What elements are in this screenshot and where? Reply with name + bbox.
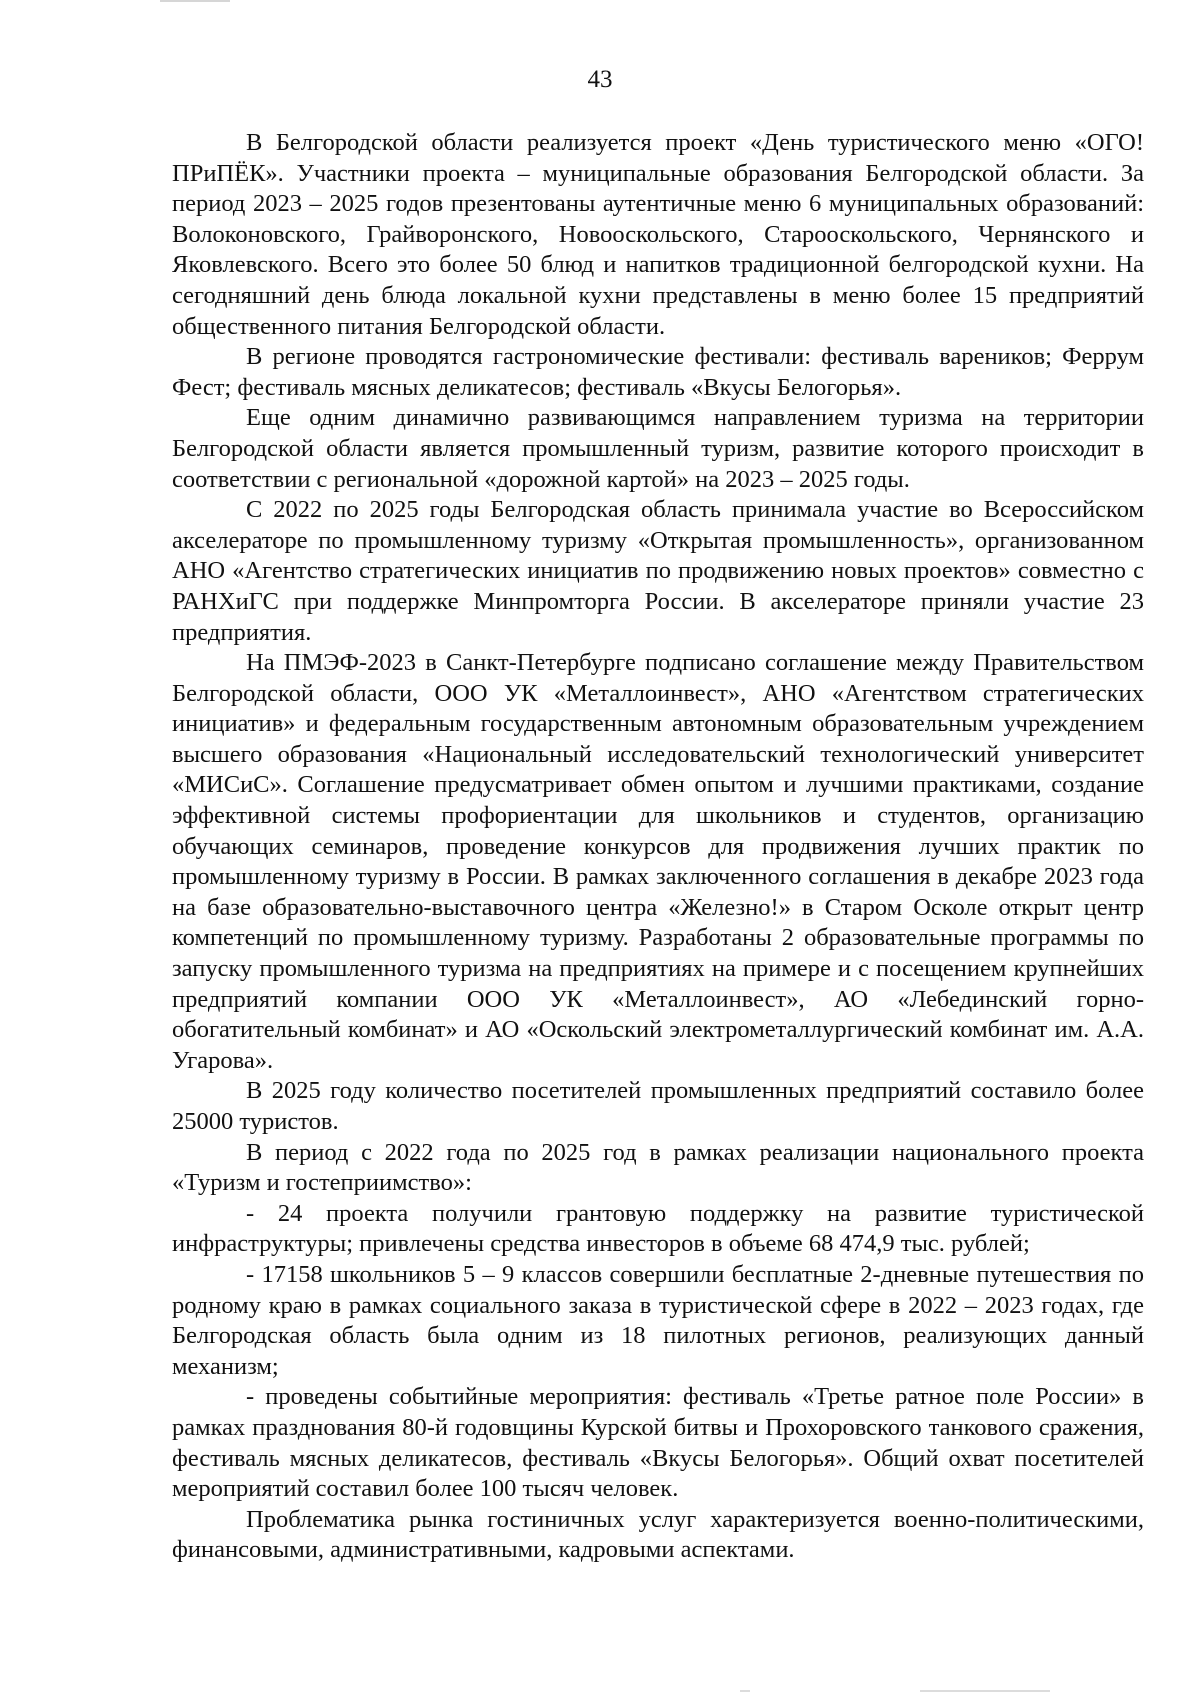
paragraph-spief-agreement: На ПМЭФ-2023 в Санкт-Петербурге подписано соглашение между Правительством Белгородской области, ООО УК «Металлоинвест», АНО «Агентством стратегических инициатив» и федеральным государственным автономным образовательным учреждением высшего образования «Национальный исследовательский технологический университет «МИСиС». Соглашение предусматривает обмен опытом и лучшими практиками, создание эффективной системы профориентации для школьников и студентов, организацию обучающих семинаров, проведение конкурсов для продвижения лучших практик по промышленному туризму в России. В рамках заключенного соглашения в декабре 2023 года на базе образовательно-выставочного центра «Железно!» в Старом Осколе открыт центр компетенций по промышленному туризму. Разработаны 2 образовательные программы по запуску промышленного туризма на предприятиях на примере и с посещением крупнейших предприятий компании ООО УК «Металлоинвест», АО «Лебединский горно-обогатительный комбинат» и АО «Оскольский электрометаллургический комбинат им. А.А. Угарова». <box>172 649 1144 1074</box>
paragraph-gastronomic-menu-project: В Белгородской области реализуется проект «День туристического меню «ОГО! ПРиПЁК». Участники проекта – муниципальные образования Белгородской области. За период 2023 – 2025 годов презентованы аутентичные меню 6 муниципальных образований: Волоконовского, Грайворонского, Новооскольского, Старооскольского, Чернянского и Яковлевского. Всего это более 50 блюд и напитков традиционной белгородской кухни. На сегодняшний день блюда локальной кухни представлены в меню более 15 предприятий общественного питания Белгородской области. <box>172 129 1144 340</box>
list-item-grants: - 24 проекта получили грантовую поддержку на развитие туристической инфраструктуры; привлечены средства инвесторов в объеме 68 474,9 тыс. рублей; <box>172 1199 1144 1258</box>
paragraph-industrial-tourism: Еще одним динамично развивающимся направлением туризма на территории Белгородской области является промышленный туризм, развитие которого происходит в соответствии с региональной «дорожной картой» на 2023 – 2025 годы. <box>172 404 1144 493</box>
paragraph-national-project-intro: В период с 2022 года по 2025 год в рамках реализации национального проекта «Туризм и гостеприимство»: <box>172 1138 1144 1197</box>
list-item-school-trips: - 17158 школьников 5 – 9 классов совершили бесплатные 2-дневные путешествия по родному краю в рамках социального заказа в туристической сфере в 2022 – 2023 годах, где Белгородская область была одним из 18 пилотных регионов, реализующих данный механизм; <box>172 1260 1144 1380</box>
list-item-events: - проведены событийные мероприятия: фестиваль «Третье ратное поле России» в рамках празднования 80-й годовщины Курской битвы и Прохоровского танкового сражения, фестиваль мясных деликатесов, фестиваль «Вкусы Белогорья». Общий охват посетителей мероприятий составил более 100 тысяч человек. <box>172 1383 1144 1503</box>
paragraph-accelerator: С 2022 по 2025 годы Белгородская область принимала участие во Всероссийском акселераторе по промышленному туризму «Открытая промышленность», организованном АНО «Агентство стратегических инициатив по продвижению новых проектов» совместно с РАНХиГС при поддержке Минпромторга России. В акселераторе приняли участие 23 предприятия. <box>172 496 1144 646</box>
page-number: 43 <box>587 66 613 93</box>
scan-artifact-bottom-left <box>740 1690 750 1692</box>
paragraph-visitors-2025: В 2025 году количество посетителей промышленных предприятий составило более 25000 туристов. <box>172 1077 1144 1135</box>
scan-artifact-top <box>160 0 230 2</box>
paragraph-gastronomic-festivals: В регионе проводятся гастрономические фестивали: фестиваль вареников; Феррум Фест; фестиваль мясных деликатесов; фестиваль «Вкусы Белогорья». <box>172 343 1144 401</box>
paragraph-hotel-market-issues: Проблематика рынка гостиничных услуг характеризуется военно-политическими, финансовыми, административными, кадровыми аспектами. <box>172 1505 1144 1564</box>
scan-artifact-bottom-right <box>920 1690 1050 1692</box>
document-body <box>172 128 1144 1566</box>
